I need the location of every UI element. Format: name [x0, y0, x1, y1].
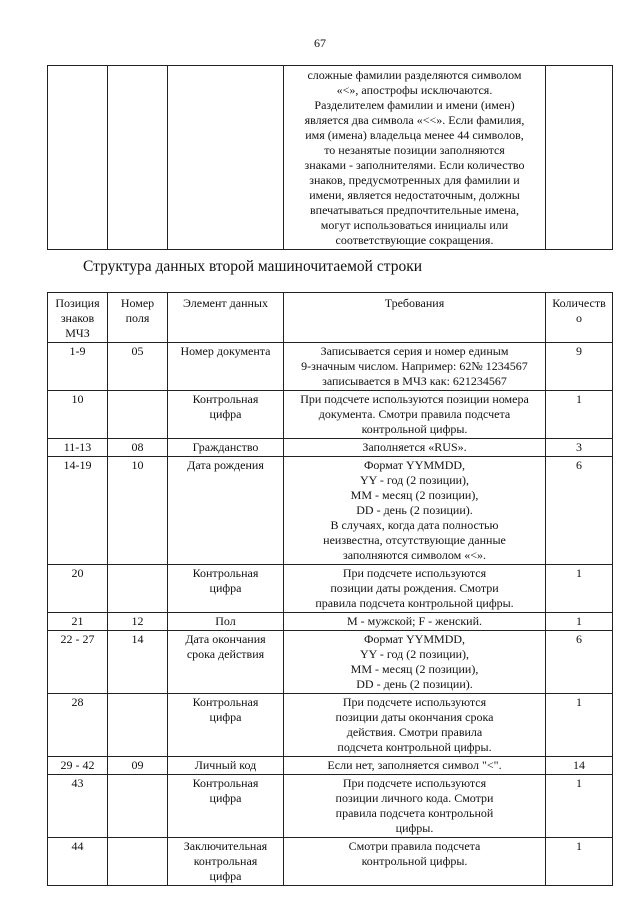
- text-line: YY - год (2 позиции),: [359, 473, 470, 487]
- text-line: При подсчете используются: [342, 695, 487, 709]
- text-line: Количеств: [552, 296, 606, 310]
- count-cell: 9: [546, 343, 613, 391]
- table-row: [48, 613, 613, 631]
- count-cell: 6: [546, 631, 613, 694]
- position-cell: [48, 66, 108, 250]
- text-line: контрольная: [193, 854, 258, 868]
- table-row: [48, 457, 613, 565]
- text-line: DD - день (2 позиции).: [356, 677, 473, 691]
- text-line: 9-значным числом. Например: 62№ 1234567: [301, 359, 528, 373]
- requirements-cell: [284, 775, 546, 838]
- requirements-cell: [284, 613, 546, 631]
- position-cell: 14-19: [48, 457, 108, 565]
- position-cell: 20: [48, 565, 108, 613]
- text-line: Личный код: [194, 758, 257, 772]
- element-cell: [168, 66, 284, 250]
- requirements-cell: [284, 631, 546, 694]
- field-cell: 08: [108, 439, 168, 457]
- text-line: знаками - заполнителями. Если количество: [304, 158, 525, 172]
- text-line: Если нет, заполняется символ "<".: [327, 758, 502, 772]
- field-cell: [108, 391, 168, 439]
- text-line: Дата рождения: [187, 458, 264, 472]
- text-line: YY - год (2 позиции),: [359, 647, 470, 661]
- text-line: правила подсчета контрольной цифры.: [315, 596, 514, 610]
- table-row: [48, 66, 613, 250]
- text-line: правила подсчета контрольной: [335, 806, 494, 820]
- text-line: Заполняется «RUS».: [362, 440, 467, 454]
- text-line: о: [576, 311, 582, 325]
- text-line: подсчета контрольной цифры.: [337, 740, 492, 754]
- text-line: впечатываться предпочтительные имена,: [310, 203, 519, 217]
- mrz-structure-table: [47, 292, 613, 886]
- text-line: Смотри правила подсчета: [348, 839, 481, 853]
- header-requirements: [284, 293, 546, 343]
- requirements-cell: [284, 343, 546, 391]
- count-cell: 1: [546, 565, 613, 613]
- section-heading: Структура данных второй машиночитаемой строки: [83, 258, 423, 275]
- text-line: Заключительная: [183, 839, 268, 853]
- text-line: действия. Смотри правила: [346, 725, 483, 739]
- text-line: имя (имена) владельца менее 44 символов,: [305, 128, 524, 142]
- text-line: неизвестна, отсутствующие данные: [323, 533, 506, 547]
- element-cell: [168, 775, 284, 838]
- text-line: Гражданство: [192, 440, 259, 454]
- count-cell: 1: [546, 838, 613, 886]
- text-line: цифры.: [395, 821, 434, 835]
- text-line: имени, является недостаточным, должны: [309, 188, 520, 202]
- text-line: Номер документа: [180, 344, 271, 358]
- position-cell: 1-9: [48, 343, 108, 391]
- text-line: знаков: [60, 311, 95, 325]
- text-line: заполняются символом «<».: [342, 548, 487, 562]
- element-cell: [168, 838, 284, 886]
- text-line: Дата окончания: [185, 632, 266, 646]
- table-row: [48, 343, 613, 391]
- header-position: [48, 293, 108, 343]
- position-cell: 43: [48, 775, 108, 838]
- position-cell: 11-13: [48, 439, 108, 457]
- continuation-table: [47, 65, 613, 250]
- text-line: Формат YYMMDD,: [363, 632, 466, 646]
- requirements-cell: [284, 66, 546, 250]
- text-line: цифра: [209, 710, 242, 724]
- header-field-number: [108, 293, 168, 343]
- field-cell: [108, 838, 168, 886]
- table-row: [48, 757, 613, 775]
- text-line: Разделителем фамилии и имени (имен): [314, 98, 515, 112]
- text-line: цифра: [209, 581, 242, 595]
- table-row: [48, 694, 613, 757]
- table-body: [48, 343, 613, 886]
- field-cell: 14: [108, 631, 168, 694]
- field-cell: 10: [108, 457, 168, 565]
- element-cell: [168, 631, 284, 694]
- page-number: 67: [314, 36, 326, 50]
- element-cell: [168, 757, 284, 775]
- element-cell: [168, 439, 284, 457]
- requirements-cell: [284, 457, 546, 565]
- text-line: Контрольная: [192, 392, 259, 406]
- count-cell: 14: [546, 757, 613, 775]
- count-cell: 3: [546, 439, 613, 457]
- count-cell: [546, 66, 613, 250]
- requirements-cell: [284, 838, 546, 886]
- text-line: знаков, предусмотренных для фамилии и: [309, 173, 520, 187]
- text-line: срока действия: [186, 647, 265, 661]
- text-line: то незанятые позиции заполняются: [324, 143, 505, 157]
- text-line: позиции личного кода. Смотри: [335, 791, 494, 805]
- text-line: Записывается серия и номер единым: [320, 344, 509, 358]
- count-cell: 6: [546, 457, 613, 565]
- requirements-cell: [284, 757, 546, 775]
- text-line: Номер: [120, 296, 155, 310]
- text-line: DD - день (2 позиции).: [356, 503, 473, 517]
- text-line: Контрольная: [192, 776, 259, 790]
- text-line: Контрольная: [192, 566, 259, 580]
- element-cell: [168, 613, 284, 631]
- header-count: [546, 293, 613, 343]
- text-line: При подсчете используются: [342, 776, 487, 790]
- table-row: [48, 565, 613, 613]
- field-cell: [108, 694, 168, 757]
- text-line: контрольной цифры.: [361, 422, 468, 436]
- field-cell: [108, 66, 168, 250]
- text-line: цифра: [209, 407, 242, 421]
- text-line: соответствующие сокращения.: [335, 233, 494, 247]
- text-line: является два символа «<<». Если фамилия,: [304, 113, 525, 127]
- position-cell: 21: [48, 613, 108, 631]
- requirements-cell: [284, 565, 546, 613]
- requirements-cell: [284, 391, 546, 439]
- position-cell: 10: [48, 391, 108, 439]
- text-line: «<», апострофы исключаются.: [336, 83, 493, 97]
- count-cell: 1: [546, 613, 613, 631]
- field-cell: 05: [108, 343, 168, 391]
- count-cell: 1: [546, 775, 613, 838]
- element-cell: [168, 457, 284, 565]
- table-header-row: [48, 293, 613, 343]
- text-line: Контрольная: [192, 695, 259, 709]
- element-cell: [168, 391, 284, 439]
- text-line: документа. Смотри правила подсчета: [318, 407, 511, 421]
- text-line: В случаях, когда дата полностью: [330, 518, 499, 532]
- text-line: MM - месяц (2 позиции),: [350, 488, 479, 502]
- position-cell: 29 - 42: [48, 757, 108, 775]
- table-row: [48, 775, 613, 838]
- text-line: Позиция: [55, 296, 100, 310]
- position-cell: 28: [48, 694, 108, 757]
- text-line: Требования: [384, 296, 445, 310]
- text-line: контрольной цифры.: [361, 854, 468, 868]
- header-data-element: [168, 293, 284, 343]
- count-cell: 1: [546, 391, 613, 439]
- field-cell: [108, 775, 168, 838]
- element-cell: [168, 694, 284, 757]
- table-row: [48, 838, 613, 886]
- field-cell: [108, 565, 168, 613]
- text-line: Пол: [215, 614, 236, 628]
- text-line: При подсчете используются позиции номера: [300, 392, 529, 406]
- text-line: позиции даты окончания срока: [335, 710, 494, 724]
- position-cell: 22 - 27: [48, 631, 108, 694]
- count-cell: 1: [546, 694, 613, 757]
- field-cell: 12: [108, 613, 168, 631]
- table-row: [48, 439, 613, 457]
- requirements-cell: [284, 694, 546, 757]
- table-row: [48, 631, 613, 694]
- element-cell: [168, 565, 284, 613]
- text-line: Формат YYMMDD,: [363, 458, 466, 472]
- text-line: цифра: [209, 869, 242, 883]
- text-line: При подсчете используются: [342, 566, 487, 580]
- text-line: поля: [125, 311, 150, 325]
- text-line: M - мужской; F - женский.: [346, 614, 483, 628]
- position-cell: 44: [48, 838, 108, 886]
- requirements-cell: [284, 439, 546, 457]
- table-row: [48, 391, 613, 439]
- text-line: Элемент данных: [182, 296, 268, 310]
- field-cell: 09: [108, 757, 168, 775]
- text-line: сложные фамилии разделяются символом: [307, 68, 522, 82]
- text-line: MM - месяц (2 позиции),: [350, 662, 479, 676]
- text-line: цифра: [209, 791, 242, 805]
- element-cell: [168, 343, 284, 391]
- text-line: позиции даты рождения. Смотри: [330, 581, 499, 595]
- text-line: МЧЗ: [65, 326, 90, 340]
- text-line: могут использоваться инициалы или: [320, 218, 509, 232]
- text-line: записывается в МЧЗ как: 621234567: [322, 374, 507, 388]
